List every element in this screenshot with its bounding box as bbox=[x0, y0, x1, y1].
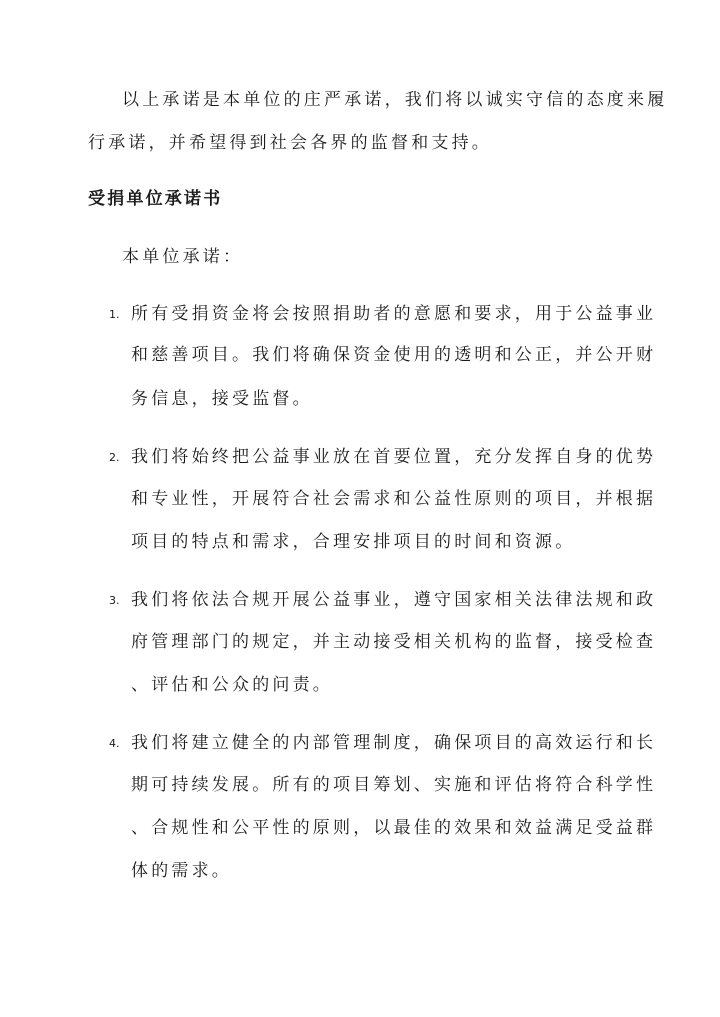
intro-paragraph-line-1: 以上承诺是本单位的庄严承诺，我们将以诚实守信的态度来履 bbox=[122, 90, 668, 110]
list-item-line: 务信息，接受监督。 bbox=[131, 389, 313, 409]
list-item-line: 、合规性和公平性的原则，以最佳的效果和效益满足受益群 bbox=[131, 818, 657, 838]
list-item-line: 体的需求。 bbox=[131, 861, 232, 881]
list-item-number: 3. bbox=[109, 594, 120, 607]
list-item-number: 4. bbox=[109, 737, 120, 750]
list-item-line: 所有受捐资金将会按照捐助者的意愿和要求，用于公益事业 bbox=[131, 304, 657, 324]
list-item-line: 我们将依法合规开展公益事业，遵守国家相关法律法规和政 bbox=[131, 590, 657, 610]
list-item-number: 1. bbox=[109, 308, 120, 321]
list-item-line: 和专业性，开展符合社会需求和公益性原则的项目，并根据 bbox=[131, 489, 657, 509]
list-item-line: 我们将建立健全的内部管理制度，确保项目的高效运行和长 bbox=[131, 733, 657, 753]
list-item-line: 和慈善项目。我们将确保资金使用的透明和公正，并公开财 bbox=[131, 345, 657, 365]
list-item-number: 2. bbox=[109, 451, 120, 464]
list-item-line: 项目的特点和需求，合理安排项目的时间和资源。 bbox=[131, 532, 576, 552]
list-item-line: 我们将始终把公益事业放在首要位置，充分发挥自身的优势 bbox=[131, 447, 657, 467]
lead-in-text: 本单位承诺： bbox=[122, 247, 244, 267]
intro-paragraph-line-2: 行承诺，并希望得到社会各界的监督和支持。 bbox=[88, 133, 492, 153]
list-item-line: 府管理部门的规定，并主动接受相关机构的监督，接受检查 bbox=[131, 632, 657, 652]
list-item-line: 、评估和公众的问责。 bbox=[131, 675, 333, 695]
section-title: 受捐单位承诺书 bbox=[88, 189, 223, 209]
list-item-line: 期可持续发展。所有的项目筹划、实施和评估将符合科学性 bbox=[131, 775, 657, 795]
